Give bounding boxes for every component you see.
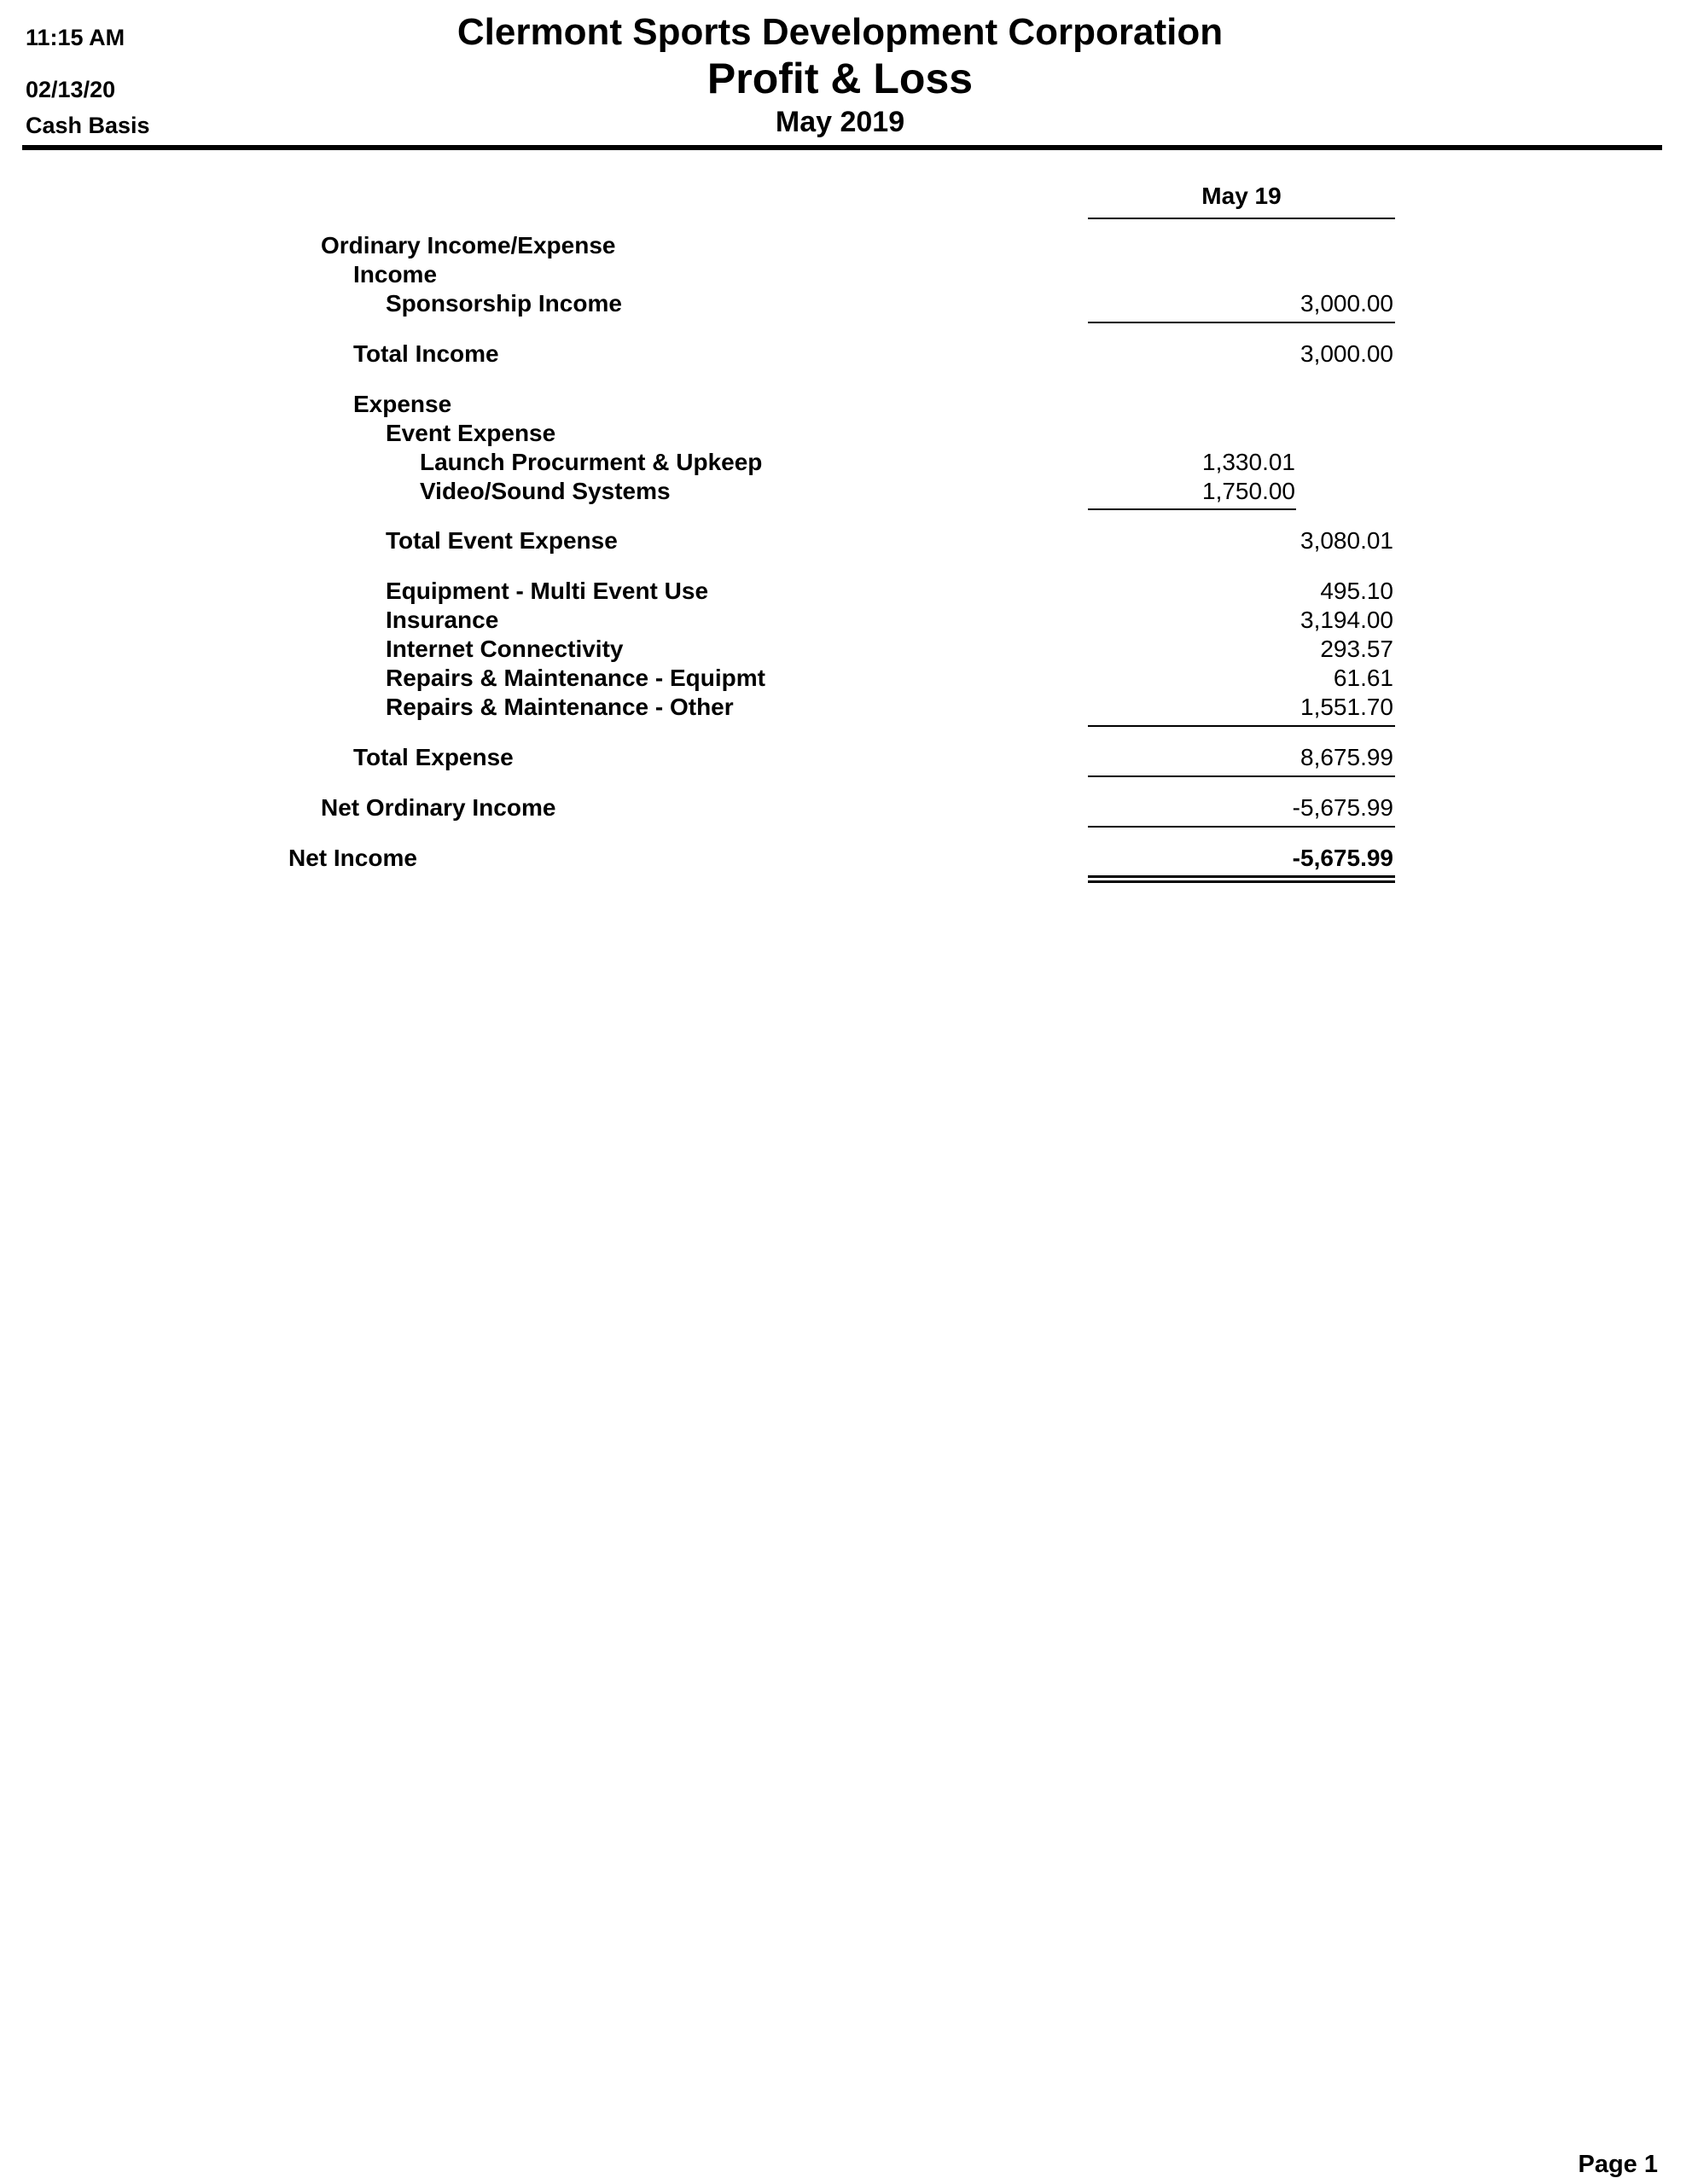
section-ordinary-income-expense [0, 234, 1692, 263]
row-label: Video/Sound Systems [420, 478, 671, 504]
row-total-event-expense [0, 529, 1692, 558]
row-amount: 61.61 [1333, 665, 1393, 691]
row-amount: -5,675.99 [1292, 794, 1393, 821]
row-amount: 1,330.01 [1202, 449, 1295, 475]
column-header-rule [1088, 218, 1395, 219]
report-period: May 2019 [775, 106, 905, 138]
row-amount: -5,675.99 [1292, 845, 1393, 871]
row-label: Expense [353, 391, 452, 417]
row-amount: 3,000.00 [1300, 290, 1393, 317]
subtotal-rule [1088, 322, 1395, 323]
row-label: Total Expense [353, 744, 514, 770]
row-amount: 3,194.00 [1300, 607, 1393, 633]
row-repairs-other [0, 695, 1692, 724]
row-label: Event Expense [386, 420, 556, 446]
row-insurance [0, 608, 1692, 637]
grand-total-double-rule [1088, 875, 1395, 883]
row-amount: 293.57 [1320, 636, 1393, 662]
report-date: 02/13/20 [26, 77, 116, 102]
row-label: Repairs & Maintenance - Other [386, 694, 734, 720]
row-label: Repairs & Maintenance - Equipmt [386, 665, 765, 691]
subtotal-rule [1088, 775, 1395, 777]
row-net-income [0, 846, 1692, 875]
row-label: Net Ordinary Income [321, 794, 556, 821]
row-amount: 495.10 [1320, 578, 1393, 604]
page-number: Page 1 [1578, 2151, 1658, 2178]
row-sponsorship-income [0, 292, 1692, 321]
company-name: Clermont Sports Development Corporation [456, 11, 1224, 53]
row-label: Net Income [288, 845, 417, 871]
row-label: Ordinary Income/Expense [321, 232, 616, 258]
row-label: Sponsorship Income [386, 290, 622, 317]
report-title: Profit & Loss [706, 55, 974, 102]
row-net-ordinary-income [0, 796, 1692, 825]
section-income [0, 263, 1692, 292]
section-expense [0, 392, 1692, 421]
subtotal-rule [1088, 725, 1395, 727]
header-divider [22, 145, 1662, 150]
row-amount: 1,750.00 [1202, 478, 1295, 504]
section-event-expense [0, 421, 1692, 450]
column-header: May 19 [1201, 183, 1282, 209]
subtotal-rule [1088, 826, 1395, 828]
row-amount: 1,551.70 [1300, 694, 1393, 720]
row-amount: 3,080.01 [1300, 527, 1393, 554]
row-amount: 3,000.00 [1300, 340, 1393, 367]
row-label: Internet Connectivity [386, 636, 624, 662]
row-label: Income [353, 261, 438, 288]
row-label: Launch Procurment & Upkeep [420, 449, 763, 475]
row-label: Insurance [386, 607, 499, 633]
row-total-income [0, 342, 1692, 371]
row-amount: 8,675.99 [1300, 744, 1393, 770]
subtotal-rule [1088, 508, 1296, 510]
row-video-sound [0, 479, 1692, 508]
row-internet [0, 637, 1692, 666]
row-repairs-equipment [0, 666, 1692, 695]
row-label: Total Event Expense [386, 527, 618, 554]
row-launch-procurement [0, 450, 1692, 479]
row-label: Total Income [353, 340, 499, 367]
row-total-expense [0, 746, 1692, 775]
report-basis: Cash Basis [26, 113, 150, 138]
row-label: Equipment - Multi Event Use [386, 578, 709, 604]
report-time: 11:15 AM [26, 25, 125, 50]
row-equipment [0, 579, 1692, 608]
